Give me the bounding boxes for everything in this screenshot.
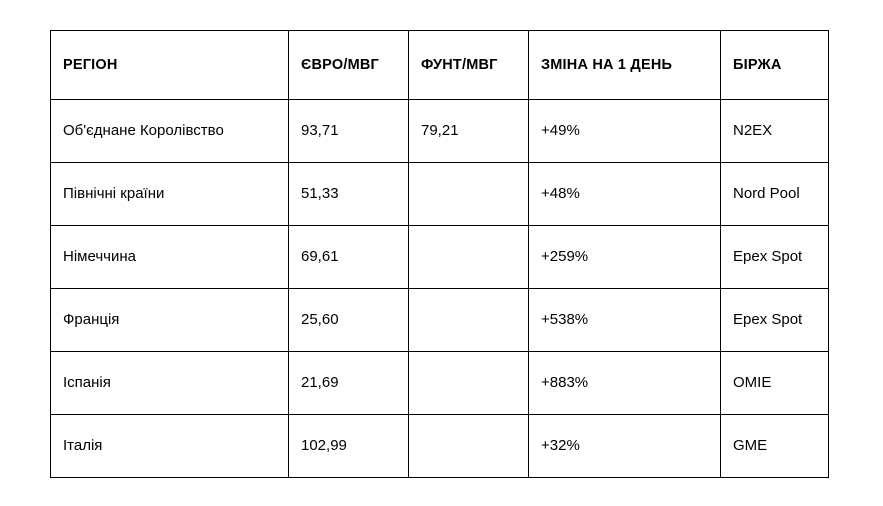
table-row: [51, 289, 829, 352]
cell-eur: 21,69: [289, 352, 409, 415]
cell-eur: 93,71: [289, 100, 409, 163]
cell-exchange: Epex Spot: [721, 289, 829, 352]
cell-gbp: [409, 415, 529, 478]
column-header-gbp-mwh: ФУНТ/МВГ: [409, 31, 529, 100]
price-table-container: [50, 30, 828, 478]
cell-gbp: 79,21: [409, 100, 529, 163]
table-row: [51, 163, 829, 226]
cell-region: Об'єднане Королівство: [51, 100, 289, 163]
table-header-row: [51, 31, 829, 100]
cell-exchange: Epex Spot: [721, 226, 829, 289]
cell-eur: 102,99: [289, 415, 409, 478]
cell-region: Італія: [51, 415, 289, 478]
cell-gbp: [409, 226, 529, 289]
cell-region: Північні країни: [51, 163, 289, 226]
table-row: [51, 100, 829, 163]
table-body: [51, 100, 829, 478]
cell-gbp: [409, 163, 529, 226]
column-header-region: РЕГІОН: [51, 31, 289, 100]
table-header: [51, 31, 829, 100]
cell-gbp: [409, 289, 529, 352]
column-header-exchange: БІРЖА: [721, 31, 829, 100]
cell-gbp: [409, 352, 529, 415]
cell-exchange: OMIE: [721, 352, 829, 415]
cell-change: +259%: [529, 226, 721, 289]
cell-change: +32%: [529, 415, 721, 478]
cell-eur: 25,60: [289, 289, 409, 352]
cell-eur: 51,33: [289, 163, 409, 226]
table-row: [51, 352, 829, 415]
cell-change: +538%: [529, 289, 721, 352]
cell-exchange: GME: [721, 415, 829, 478]
cell-change: +49%: [529, 100, 721, 163]
cell-region: Іспанія: [51, 352, 289, 415]
table-row: [51, 226, 829, 289]
cell-exchange: N2EX: [721, 100, 829, 163]
cell-region: Франція: [51, 289, 289, 352]
cell-change: +48%: [529, 163, 721, 226]
table-row: [51, 415, 829, 478]
cell-change: +883%: [529, 352, 721, 415]
column-header-change: ЗМІНА НА 1 ДЕНЬ: [529, 31, 721, 100]
cell-eur: 69,61: [289, 226, 409, 289]
column-header-eur-mwh: ЄВРО/МВГ: [289, 31, 409, 100]
cell-exchange: Nord Pool: [721, 163, 829, 226]
energy-price-table: [50, 30, 829, 478]
cell-region: Німеччина: [51, 226, 289, 289]
